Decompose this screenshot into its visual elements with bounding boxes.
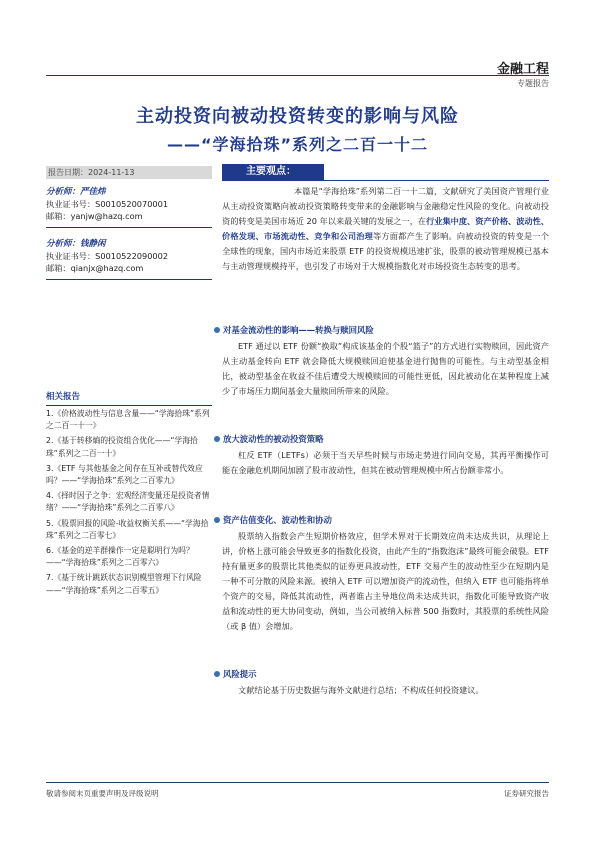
related-report-item[interactable]: 7.《基于统计跳跃状态识别模型管理下行风险——“学海拾珠”系列之二百零五》 <box>46 573 202 595</box>
analyst-cert: 执业证书号：S0010522090002 <box>46 251 169 261</box>
analyst-name: 分析师：钱静闲 <box>46 239 106 249</box>
section-title <box>214 514 332 526</box>
brand-title: 金融工程 <box>496 62 549 77</box>
section-body: 文献结论基于历史数据与海外文献进行总结；不构成任何投资建议。 <box>238 685 484 695</box>
analyst-card <box>46 186 212 228</box>
analyst-email[interactable]: 邮箱：yanjw@hazq.com <box>46 211 143 221</box>
header-divider <box>46 75 549 76</box>
section-title <box>214 324 374 336</box>
bullet-icon <box>214 671 220 677</box>
report-title: 主动投资向被动投资转变的影响与风险 <box>136 106 459 127</box>
related-report-item[interactable]: 4.《择时因子之争：宏观经济变量还是投资者情绪？——“学海拾珠”系列之二百零八》 <box>46 491 210 513</box>
report-subtitle: ——“学海拾珠”系列之二百一十二 <box>166 135 429 154</box>
analyst-card <box>46 238 212 280</box>
analyst-cert: 执业证书号：S0010520070001 <box>46 199 169 209</box>
footer-disclaimer[interactable]: 敬请参阅末页重要声明及评级说明 <box>46 789 159 798</box>
related-report-item[interactable]: 1.《价格波动性与信息含量——“学海拾珠”系列之二百一十一》 <box>46 409 210 431</box>
section-title <box>214 433 324 445</box>
intro-highlight: 行业集中度、资产价格、波动性、价格发现、市场流动性、竞争和公司治理 <box>222 216 549 241</box>
intro-text-a: 本篇是“学海拾珠”系列第二百一十二篇，文献研究了美国资产管理行业从主动投资策略向被动投资策略转变带来的金融影响与金融稳定性风险的变化。向被动投资的转变是美国市场近 20 年以来最关键的发展之一，在 <box>222 186 549 226</box>
report-date: 报告日期：2024-11-13 <box>46 166 212 179</box>
analyst-panel <box>46 186 212 290</box>
intro-text-b: 等方面都产生了影响。向被动投资的转变是一个全球性的现象，国内市场近来股票 ETF 的投资规模迅速扩张，股票的被动管理规模已基本与主动管理规模持平，也引发了市场对于大规模指数化对市场投资生态转变的思考。 <box>222 231 549 271</box>
related-report-item[interactable]: 6.《基金的逆羊群操作一定是聪明行为吗？——“学海拾珠”系列之二百零六》 <box>46 546 194 568</box>
related-report-item[interactable]: 3.《ETF 与其他基金之间存在互补或替代效应吗？——“学海拾珠”系列之二百零九》 <box>46 463 203 486</box>
intro-paragraph <box>222 184 549 274</box>
related-report-item[interactable]: 5.《股票回报的风险-收益权衡关系——“学海拾珠”系列之二百零七》 <box>46 518 209 540</box>
section-title-text: 风险提示 <box>223 669 257 679</box>
section-title-text: 对基金流动性的影响——转换与赎回风险 <box>223 325 374 335</box>
related-report-item[interactable]: 2.《基于转移熵的投资组合优化——“学海拾珠”系列之二百一十》 <box>46 436 198 458</box>
report-type: 专题报告 <box>517 79 549 88</box>
section-title <box>214 668 257 680</box>
footer-divider <box>46 782 549 783</box>
bullet-icon <box>214 436 220 442</box>
section-title-text: 放大波动性的被动投资策略 <box>223 434 324 444</box>
related-reports-list <box>46 408 212 600</box>
bullet-icon <box>214 517 220 523</box>
main-divider <box>222 180 549 181</box>
section-body: 股票纳入指数会产生短期价格效应，但学术界对于长期效应尚未达成共识，从理论上讲，价格上涨可能会导致更多的指数化投资，由此产生的“指数泡沫”最终可能会破裂。ETF 持有量更多的股票比其他类似的证券更具波动性，ETF 交易产生的波动性至少在短期内是一种不可分散的风险来源。被纳入 ETF 可以增加资产的流动性，但纳入 ETF 也可能指将单个资产的交易，降低其流动性，两者谁占主导地位尚未达成共识，指数化可能导致资产收益和流动性的更大协同变动，例如，当公司被纳入标普 500 指数时，其股票的系统性风险（或 β 值）会增加。 <box>222 531 549 631</box>
bullet-icon <box>214 327 220 333</box>
section-body: ETF 通过以 ETF 份额“换取”构成该基金的个股“篮子”的方式进行实物赎回，因此资产从主动基金转向 ETF 就会降低大规模赎回迫使基金进行抛售的可能性。与主动型基金相比，被动型基金在收益不佳后遭受大规模赎回的可能性更低，因此被动化在某种程度上减少了市场压力期间基金大量赎回所带来的风险。 <box>222 341 549 396</box>
section-body: 杠反 ETF（LETFs）必须于当天早些时候与市场走势进行同向交易，其再平衡操作可能在金融危机期间加剧了股市波动性，但其在被动管理规模中所占份额非常小。 <box>222 450 549 475</box>
analyst-email[interactable]: 邮箱：qianjx@hazq.com <box>46 263 144 273</box>
section-title-text: 资产估值变化、波动性和协动 <box>223 515 332 525</box>
related-reports-header: 相关报告 <box>46 390 212 406</box>
analyst-name: 分析师：严佳炜 <box>46 187 106 197</box>
main-points-header: 主要观点： <box>222 164 324 180</box>
footer-label: 证券研究报告 <box>504 789 549 798</box>
